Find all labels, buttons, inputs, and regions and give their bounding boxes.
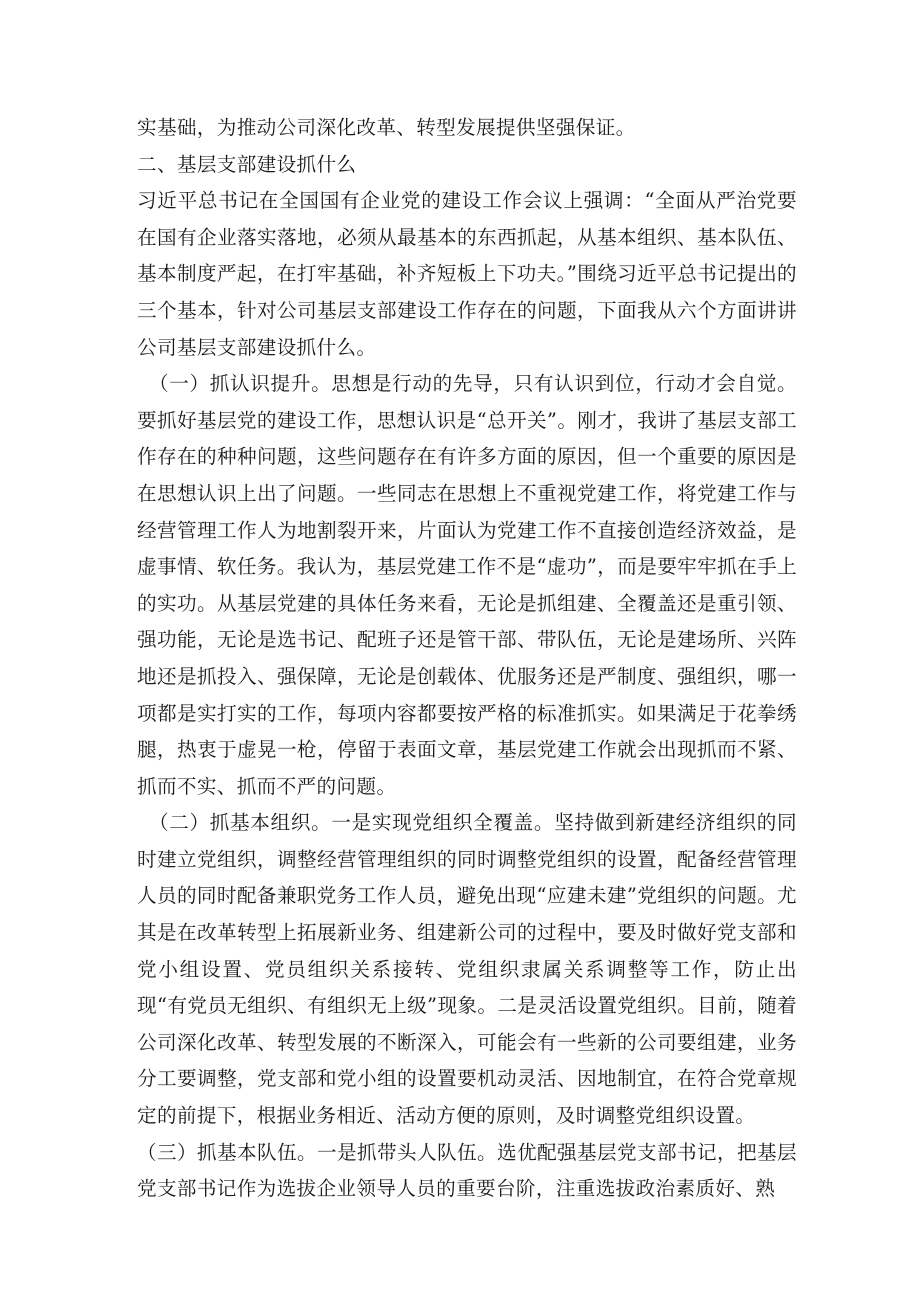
paragraph-continuation: 实基础，为推动公司深化改革、转型发展提供坚强保证。 bbox=[137, 116, 636, 139]
paragraph-item-1: （一）抓认识提升。思想是行动的先导，只有认识到位，行动才会自觉。要抓好基层党的建设工作，思想认识是“总开关”。刚才，我讲了基层支部工作存在的种种问题，这些问题存在有许多方面的原因，但一个重要的原因是在思想认识上出了问题。一些同志在思想上不重视党建工作，将党建工作与经营管理工作人为地割裂开来，片面认为党建工作不直接创造经济效益，是虚事情、软任务。我认为，基层党建工作不是“虚功”，而是要牢牢抓在手上的实功。从基层党建的具体任务来看，无论是抓组建、全覆盖还是重引领、强功能，无论是选书记、配班子还是管干部、带队伍，无论是建场所、兴阵地还是抓投入、强保障，无论是创载体、优服务还是严制度、强组织，哪一项都是实打实的工作，每项内容都要按严格的标准抓实。如果满足于花拳绣腿，热衷于虚晃一枪，停留于表面文章，基层党建工作就会出现抓而不紧、抓而不实、抓而不严的问题。 bbox=[137, 372, 797, 798]
section-heading: 二、基层支部建设抓什么 bbox=[137, 152, 357, 176]
paragraph-intro: 习近平总书记在全国国有企业党的建设工作会议上强调：“全面从严治党要在国有企业落实落地，必须从最基本的东西抓起，从基本组织、基本队伍、基本制度严起，在打牢基础，补齐短板上下功夫。”围绕习近平总书记提出的三个基本，针对公司基层支部建设工作存在的问题，下面我从六个方面讲讲公司基层支部建设抓什么。 bbox=[137, 189, 797, 359]
document-body bbox=[137, 110, 797, 1208]
paragraph-item-3: （三）抓基本队伍。一是抓带头人队伍。选优配强基层党支部书记，把基层党支部书记作为选拔企业领导人员的重要台阶，注重选拔政治素质好、熟 bbox=[137, 1140, 797, 1201]
paragraph-item-2: （二）抓基本组织。一是实现党组织全覆盖。坚持做到新建经济组织的同时建立党组织，调整经营管理组织的同时调整党组织的设置，配备经营管理人员的同时配备兼职党务工作人员，避免出现“应建未建”党组织的问题。尤其是在改革转型上拓展新业务、组建新公司的过程中，要及时做好党支部和党小组设置、党员组织关系接转、党组织隶属关系调整等工作，防止出现“有党员无组织、有组织无上级”现象。二是灵活设置党组织。目前，随着公司深化改革、转型发展的不断深入，可能会有一些新的公司要组建，业务分工要调整，党支部和党小组的设置要机动灵活、因地制宜，在符合党章规定的前提下，根据业务相近、活动方便的原则，及时调整党组织设置。 bbox=[137, 811, 797, 1128]
